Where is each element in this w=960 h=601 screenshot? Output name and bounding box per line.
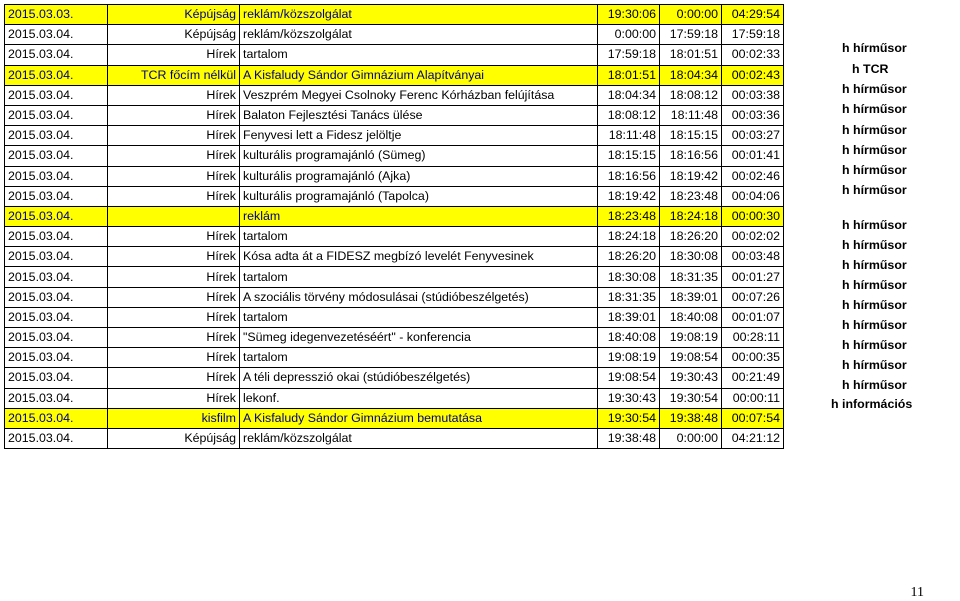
end-time-cell: 18:04:34 bbox=[660, 65, 722, 85]
title-cell: reklám/közszolgálat bbox=[240, 5, 598, 25]
duration-cell: 00:02:33 bbox=[722, 45, 784, 65]
duration-cell: 04:29:54 bbox=[722, 5, 784, 25]
side-note: h hírműsor bbox=[842, 258, 907, 272]
category-cell: Képújság bbox=[108, 25, 240, 45]
start-time-cell: 18:23:48 bbox=[598, 206, 660, 226]
table-row bbox=[5, 328, 784, 348]
title-cell: Balaton Fejlesztési Tanács ülése bbox=[240, 105, 598, 125]
start-time-cell: 19:08:19 bbox=[598, 348, 660, 368]
table-row bbox=[5, 25, 784, 45]
duration-cell: 00:07:26 bbox=[722, 287, 784, 307]
category-cell: Hírek bbox=[108, 85, 240, 105]
end-time-cell: 18:26:20 bbox=[660, 227, 722, 247]
title-cell: Fenyvesi lett a Fidesz jelöltje bbox=[240, 126, 598, 146]
broadcast-log-table bbox=[4, 4, 784, 449]
end-time-cell: 18:30:08 bbox=[660, 247, 722, 267]
table-row bbox=[5, 388, 784, 408]
category-cell: kisfilm bbox=[108, 408, 240, 428]
duration-cell: 00:03:36 bbox=[722, 105, 784, 125]
category-cell: Hírek bbox=[108, 287, 240, 307]
category-cell: Hírek bbox=[108, 267, 240, 287]
category-cell: Hírek bbox=[108, 227, 240, 247]
table-row bbox=[5, 287, 784, 307]
category-cell: Hírek bbox=[108, 307, 240, 327]
end-time-cell: 19:38:48 bbox=[660, 408, 722, 428]
date-cell: 2015.03.04. bbox=[5, 428, 108, 448]
start-time-cell: 18:39:01 bbox=[598, 307, 660, 327]
title-cell: tartalom bbox=[240, 267, 598, 287]
table-row bbox=[5, 5, 784, 25]
side-note: h hírműsor bbox=[842, 183, 907, 197]
start-time-cell: 18:40:08 bbox=[598, 328, 660, 348]
end-time-cell: 18:23:48 bbox=[660, 186, 722, 206]
duration-cell: 00:03:48 bbox=[722, 247, 784, 267]
end-time-cell: 18:08:12 bbox=[660, 85, 722, 105]
end-time-cell: 18:24:18 bbox=[660, 206, 722, 226]
date-cell: 2015.03.04. bbox=[5, 267, 108, 287]
side-note: h hírműsor bbox=[842, 218, 907, 232]
duration-cell: 17:59:18 bbox=[722, 25, 784, 45]
end-time-cell: 19:08:19 bbox=[660, 328, 722, 348]
duration-cell: 00:01:41 bbox=[722, 146, 784, 166]
end-time-cell: 19:30:54 bbox=[660, 388, 722, 408]
end-time-cell: 19:30:43 bbox=[660, 368, 722, 388]
category-cell: Hírek bbox=[108, 348, 240, 368]
start-time-cell: 18:24:18 bbox=[598, 227, 660, 247]
start-time-cell: 18:16:56 bbox=[598, 166, 660, 186]
date-cell: 2015.03.04. bbox=[5, 388, 108, 408]
title-cell: tartalom bbox=[240, 307, 598, 327]
start-time-cell: 18:11:48 bbox=[598, 126, 660, 146]
start-time-cell: 18:15:15 bbox=[598, 146, 660, 166]
side-note: h hírműsor bbox=[842, 298, 907, 312]
duration-cell: 00:04:06 bbox=[722, 186, 784, 206]
duration-cell: 00:00:35 bbox=[722, 348, 784, 368]
duration-cell: 00:03:38 bbox=[722, 85, 784, 105]
title-cell: Veszprém Megyei Csolnoky Ferenc Kórházban felújítása bbox=[240, 85, 598, 105]
title-cell: A Kisfaludy Sándor Gimnázium Alapítványai bbox=[240, 65, 598, 85]
start-time-cell: 18:26:20 bbox=[598, 247, 660, 267]
side-note: h hírműsor bbox=[842, 41, 907, 55]
title-cell: A téli depresszió okai (stúdióbeszélgetés) bbox=[240, 368, 598, 388]
table-row bbox=[5, 267, 784, 287]
side-note: h hírműsor bbox=[842, 318, 907, 332]
table-row bbox=[5, 126, 784, 146]
end-time-cell: 18:19:42 bbox=[660, 166, 722, 186]
side-note: h hírműsor bbox=[842, 143, 907, 157]
start-time-cell: 19:30:43 bbox=[598, 388, 660, 408]
date-cell: 2015.03.04. bbox=[5, 186, 108, 206]
category-cell: Hírek bbox=[108, 368, 240, 388]
end-time-cell: 0:00:00 bbox=[660, 5, 722, 25]
date-cell: 2015.03.04. bbox=[5, 408, 108, 428]
category-cell: Hírek bbox=[108, 186, 240, 206]
category-cell: Képújság bbox=[108, 428, 240, 448]
start-time-cell: 18:08:12 bbox=[598, 105, 660, 125]
category-cell: Hírek bbox=[108, 45, 240, 65]
duration-cell: 00:00:30 bbox=[722, 206, 784, 226]
title-cell: Kósa adta át a FIDESZ megbízó levelét Fenyvesinek bbox=[240, 247, 598, 267]
end-time-cell: 17:59:18 bbox=[660, 25, 722, 45]
table-row bbox=[5, 348, 784, 368]
category-cell: Hírek bbox=[108, 328, 240, 348]
title-cell: tartalom bbox=[240, 348, 598, 368]
side-note: h hírműsor bbox=[842, 238, 907, 252]
table-row bbox=[5, 45, 784, 65]
side-note: h információs bbox=[831, 397, 913, 411]
date-cell: 2015.03.04. bbox=[5, 105, 108, 125]
start-time-cell: 18:04:34 bbox=[598, 85, 660, 105]
end-time-cell: 18:11:48 bbox=[660, 105, 722, 125]
start-time-cell: 18:31:35 bbox=[598, 287, 660, 307]
start-time-cell: 0:00:00 bbox=[598, 25, 660, 45]
table-row bbox=[5, 227, 784, 247]
end-time-cell: 18:39:01 bbox=[660, 287, 722, 307]
side-note: h hírműsor bbox=[842, 338, 907, 352]
title-cell: A szociális törvény módosulásai (stúdióbeszélgetés) bbox=[240, 287, 598, 307]
start-time-cell: 17:59:18 bbox=[598, 45, 660, 65]
side-note: h hírműsor bbox=[842, 358, 907, 372]
start-time-cell: 18:19:42 bbox=[598, 186, 660, 206]
date-cell: 2015.03.04. bbox=[5, 287, 108, 307]
page-number: 11 bbox=[910, 585, 924, 600]
date-cell: 2015.03.04. bbox=[5, 247, 108, 267]
duration-cell: 00:01:07 bbox=[722, 307, 784, 327]
side-note: h hírműsor bbox=[842, 102, 907, 116]
duration-cell: 00:21:49 bbox=[722, 368, 784, 388]
title-cell: reklám/közszolgálat bbox=[240, 25, 598, 45]
date-cell: 2015.03.04. bbox=[5, 307, 108, 327]
end-time-cell: 19:08:54 bbox=[660, 348, 722, 368]
category-cell: Hírek bbox=[108, 388, 240, 408]
category-cell: Hírek bbox=[108, 126, 240, 146]
start-time-cell: 19:38:48 bbox=[598, 428, 660, 448]
title-cell: kulturális programajánló (Sümeg) bbox=[240, 146, 598, 166]
table-row bbox=[5, 428, 784, 448]
table-row bbox=[5, 166, 784, 186]
table-row bbox=[5, 146, 784, 166]
date-cell: 2015.03.04. bbox=[5, 166, 108, 186]
end-time-cell: 18:40:08 bbox=[660, 307, 722, 327]
title-cell: A Kisfaludy Sándor Gimnázium bemutatása bbox=[240, 408, 598, 428]
broadcast-log-body bbox=[5, 5, 784, 449]
date-cell: 2015.03.04. bbox=[5, 126, 108, 146]
title-cell: kulturális programajánló (Ajka) bbox=[240, 166, 598, 186]
date-cell: 2015.03.04. bbox=[5, 65, 108, 85]
date-cell: 2015.03.03. bbox=[5, 5, 108, 25]
title-cell: tartalom bbox=[240, 45, 598, 65]
title-cell: reklám bbox=[240, 206, 598, 226]
table-row bbox=[5, 85, 784, 105]
title-cell: "Sümeg idegenvezetéséért" - konferencia bbox=[240, 328, 598, 348]
start-time-cell: 19:08:54 bbox=[598, 368, 660, 388]
start-time-cell: 19:30:54 bbox=[598, 408, 660, 428]
end-time-cell: 18:15:15 bbox=[660, 126, 722, 146]
category-cell: Hírek bbox=[108, 166, 240, 186]
side-note: h hírműsor bbox=[842, 163, 907, 177]
date-cell: 2015.03.04. bbox=[5, 328, 108, 348]
date-cell: 2015.03.04. bbox=[5, 348, 108, 368]
duration-cell: 00:07:54 bbox=[722, 408, 784, 428]
date-cell: 2015.03.04. bbox=[5, 146, 108, 166]
end-time-cell: 18:01:51 bbox=[660, 45, 722, 65]
side-note: h hírműsor bbox=[842, 278, 907, 292]
table-row bbox=[5, 307, 784, 327]
duration-cell: 00:02:43 bbox=[722, 65, 784, 85]
category-cell: TCR főcím nélkül bbox=[108, 65, 240, 85]
category-cell bbox=[108, 206, 240, 226]
table-row bbox=[5, 368, 784, 388]
date-cell: 2015.03.04. bbox=[5, 25, 108, 45]
end-time-cell: 0:00:00 bbox=[660, 428, 722, 448]
category-cell: Képújság bbox=[108, 5, 240, 25]
date-cell: 2015.03.04. bbox=[5, 85, 108, 105]
title-cell: reklám/közszolgálat bbox=[240, 428, 598, 448]
table-row bbox=[5, 186, 784, 206]
duration-cell: 00:02:02 bbox=[722, 227, 784, 247]
table-row bbox=[5, 206, 784, 226]
start-time-cell: 19:30:06 bbox=[598, 5, 660, 25]
category-cell: Hírek bbox=[108, 247, 240, 267]
duration-cell: 00:01:27 bbox=[722, 267, 784, 287]
side-note: h hírműsor bbox=[842, 123, 907, 137]
duration-cell: 00:02:46 bbox=[722, 166, 784, 186]
table-row bbox=[5, 65, 784, 85]
start-time-cell: 18:01:51 bbox=[598, 65, 660, 85]
date-cell: 2015.03.04. bbox=[5, 45, 108, 65]
title-cell: kulturális programajánló (Tapolca) bbox=[240, 186, 598, 206]
duration-cell: 04:21:12 bbox=[722, 428, 784, 448]
category-cell: Hírek bbox=[108, 146, 240, 166]
end-time-cell: 18:16:56 bbox=[660, 146, 722, 166]
side-note: h hírműsor bbox=[842, 378, 907, 392]
category-cell: Hírek bbox=[108, 105, 240, 125]
start-time-cell: 18:30:08 bbox=[598, 267, 660, 287]
table-row bbox=[5, 105, 784, 125]
end-time-cell: 18:31:35 bbox=[660, 267, 722, 287]
title-cell: tartalom bbox=[240, 227, 598, 247]
side-note: h hírműsor bbox=[842, 82, 907, 96]
date-cell: 2015.03.04. bbox=[5, 227, 108, 247]
table-row bbox=[5, 247, 784, 267]
title-cell: lekonf. bbox=[240, 388, 598, 408]
side-note: h TCR bbox=[852, 62, 889, 76]
date-cell: 2015.03.04. bbox=[5, 206, 108, 226]
duration-cell: 00:03:27 bbox=[722, 126, 784, 146]
duration-cell: 00:00:11 bbox=[722, 388, 784, 408]
date-cell: 2015.03.04. bbox=[5, 368, 108, 388]
duration-cell: 00:28:11 bbox=[722, 328, 784, 348]
table-row bbox=[5, 408, 784, 428]
